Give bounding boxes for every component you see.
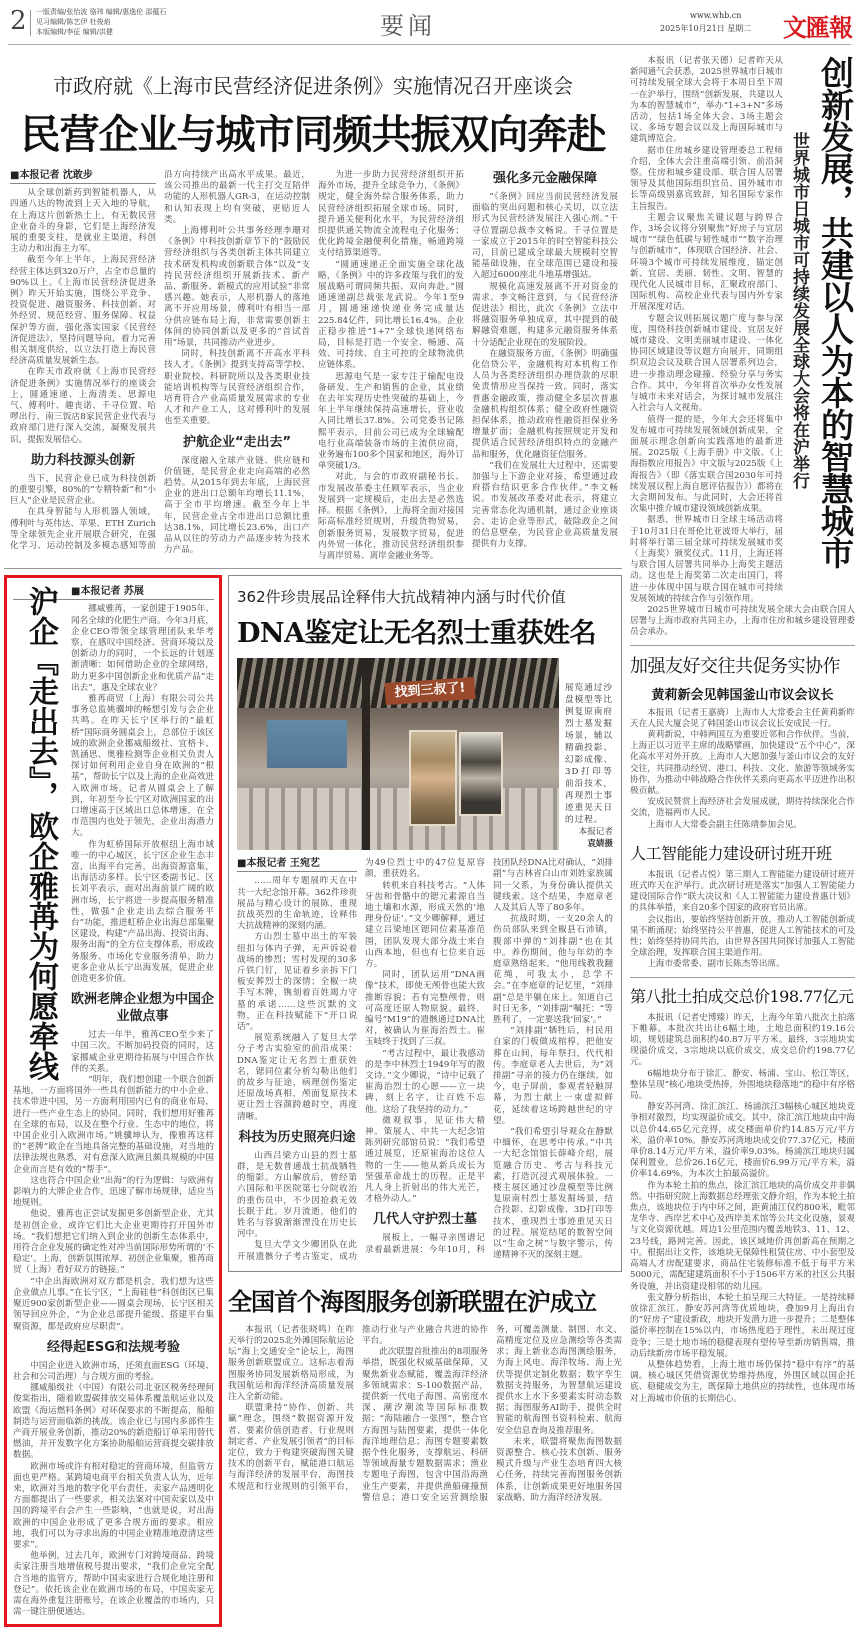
paragraph: 黄莉新说，中韩两国互为重要近邻和合作伙伴。当前，上海正以习近平主席的战略擘画，加快建设“五个中心”，深化高水平对外开放。上海市人大愿加强与釜山市议会的友好交往，共同推动经贸、港口、科技、文化、旅游等领域务实协作，为推动中韩战略合作伙伴关系向更高水平迈进作出积极贡献。	[630, 729, 855, 796]
paragraph: 本报讯（记者张晓鸣）在昨天举行的2025北外滩国际航运论坛“海上交通安全”论坛上，海图服务创新联盟成立。这标志着海图服务协同发展新格局形成，为我国航运和海洋经济高质量发展注入全新动能。	[228, 1324, 354, 1403]
chart-article-headline: 全国首个海图服务创新联盟在沪成立	[228, 1286, 596, 1316]
soldier-portrait	[409, 730, 457, 826]
middle-column	[228, 575, 622, 1504]
paragraph: 作为本轮土拍的焦点，徐汇滨江地块的高价成交并非偶然。中指研究院上海数据总经理张文静介绍，作为本轮土拍焦点，该地块位于内中环之间，距黄浦江仅约800米，毗邻龙华寺、西岸艺术中心及西岸美术馆等公共文化设施，景观与文化资源优越。周边1公里范围内覆盖地铁3、11、12、23号线，路网完善。因此，该区域地价再创新高在预期之中。根据出让文件，该地块无保障性租赁住房、中小套型及高端人才房配建要求，商品住宅装修标准不低于每平方米5000元，需配建建筑面积不小于1506平方米的社区公共服务设施，并出资建设相邻的幼儿园。	[630, 1180, 855, 1292]
exhibit-article-headline: DNA鉴定让无名烈士重获姓名	[237, 618, 597, 650]
paragraph: “圆通速递正全面实施全球化战略，《条例》中的许多政策与我们的发展战略可谓同频共振、双向奔赴。”圆通速递副总裁张龙武说。今年1至9月，圆通速递快递业务完成量达225.84亿件，同比增长16.4%。企业正稳步推进“1+7”全球快递网络布局，目标是打造一个安全、畅通、高效、可持续、自主可控的全球物流供应链体系。	[318, 259, 464, 371]
land-article-body	[630, 1013, 855, 1405]
paragraph: 微观叙事，见证伟大精神。策展人、中共一大纪念馆陈列研究部馆员说：“我们希望通过展览，还原崔海治这位人物的一生——他从新兵成长为坚强革命战士的历程。正是平凡人身上折射出的伟大光芒，才格外动人。”	[365, 1115, 485, 1205]
paragraph: “考古过程中，最让我感动的是李中林烈士1949年写的散文诗。”文少卿说，“诗中记载了崔海治烈士的心愿——立一块碑，刻上名字，让百姓不忘他。这给了我坚持的动力。”	[365, 1048, 485, 1115]
busan-article-body	[630, 708, 855, 831]
paragraph: 未来，联盟将聚焦海图数据资源整合、核心技术创新、服务模式升级与产业生态培育四大核心任务，持续完善海图服务创新体系，让创新成果更好地服务国家战略、助力海洋经济发展。	[496, 1436, 622, 1503]
paragraph: 过去一年半，雅苒CEO至少来了中国三次。不断加码投资的同时，这家挪威企业更期待拓展与中国合作伙伴的关系。	[71, 1030, 214, 1074]
paragraph: 为进一步助力民营经济组织开拓海外市场，提升全球竞争力，《条例》规定，健全海外综合服务体系，助力民营经济组织拓展全球市场。同时，提升通关便利化水平，为民营经济组织提供通关物流全流程电子化服务；优化跨境金融便利化措施，畅通跨境支付结算渠道等。	[318, 170, 464, 259]
paragraph: 深度融入全球产业链、供应链和价值链，是民营企业走向高端的必然趋势。从2015年到去年底，上海民营企业的进出口总额年均增长11.1%，高于全市平均增速。截至今年上半年，民营企业占全市进出口总额比重达38.1%，同比增长23.6%，出口产品从以往的劳动力产品逐步转为技术力产品。	[164, 455, 310, 556]
lower-area	[4, 575, 622, 1627]
paragraph: 对此，与会的市政府副秘书长、市发展改革委主任顾军表示，当企业发展到一定规模后，走出去是必然选择。根据《条例》，上海将全面对接国际高标准经贸规则，升级货物贸易，创新服务贸易，发展数字贸易，促进内外贸一体化，推动民营经济组织参与离岸贸易、离岸金融业务等。	[318, 472, 464, 561]
page-header	[0, 0, 859, 46]
paragraph: 上海市委常委、副市长陈杰等出席。	[647, 959, 785, 970]
paragraph: “刘排副”牺牲后，村民用自家的门板做成棺椁，把他安葬在山间，每年祭扫，代代相传。李庭章老人去世后，为“刘排副”寻亲的接力仍在继续。如今，电子屏前，参观者轻触屏幕，为烈士献上一束虚拟鲜花，延续着这场跨越世纪的守望。	[493, 1026, 613, 1126]
issue-date: 2025年10月21日 星期二	[660, 24, 752, 33]
site-url[interactable]: www.whb.cn	[690, 11, 742, 20]
section-heading: 经得起ESG和法规考验	[47, 1339, 180, 1355]
city-article-headings	[789, 56, 855, 596]
paragraph: 本报讯（记者王嘉旖）上海市人大常委会主任黄莉新昨天在人民大厦会见了韩国釜山市议会议长安成民一行。	[630, 707, 855, 729]
exhibit-article-frame	[228, 575, 622, 1272]
page-number: 2	[10, 6, 27, 36]
byline: ■本报记者 王宛艺	[237, 858, 357, 872]
paragraph: 本报讯（记者史博臻）昨天，上海今年第八批次土拍落下帷幕。本批次共出让6幅土地，土地总面积约19.16公顷，规划建筑总面积约40.87万平方米。最终，3宗地块实现溢价成交，3宗地块以底价成交，成交总价约198.77亿元。	[630, 1012, 855, 1068]
paragraph: 山西吕梁方山县的烈士墓群，是无数普通战士抗战牺牲的缩影。方山解放后，曾经第六国际和平医院第七分院收治的重伤员中，不少因抢救无效长眠于此。岁月流逝，他们的姓名与容貌渐渐湮没在历史长河中。	[237, 1150, 357, 1240]
section-heading: 科技为历史照亮归途	[238, 1129, 356, 1145]
paragraph: 转机来自科技考古。“人体牙齿和骨骼中的锶元素源自当地土壤和水源，形成天然的‘地理身份证’。”文少卿解释，通过建立吕梁地区锶同位素基准范围，团队发现大部分战士来自山西本地，但也有七位来自远方。	[365, 880, 485, 969]
section-heading: 欧洲老牌企业想为中国企业做点事	[71, 992, 215, 1025]
paragraph: 思源电气是一家专注于输配电设备研发、生产和销售的企业，其业绩在去年实现历史性突破的基础上，今年上半年继续保持高速增长，营业收入同比增长37.8%。公司党委书记陈熙平表示，目前公司已成为全球输配电行业高端装备市场的主流供应商，业务遍布100多个国家和地区，海外订单突破1/3。	[318, 371, 464, 472]
ai-article-body	[630, 870, 855, 971]
paragraph: 复旦大学文少卿团队在此开展遗骸分子考古鉴定，成功为49位烈士中的47位复原容颜，重获姓名。	[237, 858, 485, 1262]
caption-text: 展览通过沙盘模型等比例复原南府烈士墓发掘场景，辅以精确投影、幻影成像、3D打印等前沿技术，再现烈士事迹重见天日的过程。	[565, 683, 613, 826]
paragraph: 展览系统融入了复旦大学分子考古实验室的前沿成果：DNA鉴定让无名烈士重获姓名，锶同位素分析勾勒出他们的故乡与征途，病理创伤鉴定还原战场真相，颅面复原技术更让烈士容颜跨越时空，再度清晰。	[237, 1033, 357, 1122]
paragraph: 挪威雅苒，一家创建于1905年、闻名全球的化肥生产商。今年3月底，企业CEO带领全球管理团队来华考察，在感叹中国经济、营商环境以及创新动力的同时，一个长远的计划逐渐清晰：如何借助企业的全球网络，助力更多中国创新企业和优质产品“走出去”，惠及全球农业？	[71, 604, 214, 693]
exhibit-article-body	[237, 858, 613, 1263]
paragraph: 会议指出，要始终坚持创新开放，推动人工智能创新成果不断涌现；始终坚持公平普惠，促进人工智能技术的可及性；始终坚持协同共治，由世界各国共同探讨加强人工智能全球治理，发挥联合国主渠道作用。	[630, 914, 855, 959]
section-heading: 助力科技源头创新	[30, 452, 135, 468]
section-heading: 护航企业“走出去”	[182, 434, 292, 450]
paragraph: 从全球创新药到智能机器人，从四通八达的物流到上天入地的导航，在上海这片创新热土上，有无数民营企业奋斗的身影，它们是上海经济发展的重要支柱，是就业主渠道，科创主动力和出海主力军。	[10, 188, 156, 255]
newspaper-logo: 文匯報	[783, 13, 852, 42]
paragraph: 据悉，世界城市日全球主场活动将于10月31日在哥伦比亚波哥大举行，届时将举行第三届全球可持续发展城市奖（上海奖）颁奖仪式。11月，上海还将与联合国人居署共同举办上海奖主题活动。这也是上海奖第二次走出国门，将进一步体现中国与联合国在城市可持续发展领域的持续合作与引领作用。	[630, 515, 783, 604]
exhibit-sign: 找到三叔了!	[384, 677, 475, 705]
paragraph: “明年，我们想创建一个联合创新基地，一方面将国外一些具有创新能力的中小企业、技术带进中国，另一方面利用国内已有的商业布局，进行一些产业生态上的协同。同时，我们想用好雅苒在全球的布局，以及在整个行业、生态中的地位，将中国企业引入欧洲市场。”姚骥坤认为，像雅苒这样的“老牌”欧企在当地具备完整的基础设施，对当地的法律法规也熟悉，对有意深入欧洲且颇具规模的中国企业而言是有效的“帮手”。	[13, 1075, 214, 1175]
city-article	[630, 56, 855, 639]
divider	[30, 10, 31, 36]
left-area	[4, 46, 622, 1627]
section-heading: 强化多元金融保障	[492, 171, 597, 186]
city-article-subtitle: 世界城市日城市可持续发展全球大会将在沪举行	[789, 132, 809, 489]
paragraph: “我们在发展壮大过程中，还需要加强与上下游企业对接，希望通过政府搭台结识更多合作伙伴。”李文畅说。市发展改革委对此表示，将建立完善常态化沟通机制，通过企业座谈会、走访企业等形式，破除政企之间的信息壁垒，为民营企业高质量发展提供有力支撑。	[472, 460, 618, 550]
paragraph: 规模化高速发展离不开对资金的需求。李文畅注意到，与《民营经济促进法》相比，此次《条例》立法中将融资服务单独成章，其中提到的破解融资难题，构建多元融资服务体系十分适配企业现在的发展阶段。	[472, 281, 618, 348]
paragraph: 上海傅利叶公共事务经理李珊对《条例》中科技创新章节下的“鼓励民营经济组织与各类创新主体共同建立技术研发机构或创新联合体”以及“支持民营经济组织开展新技术、新产品、新服务、新模式的应用试验”非常感兴趣。她表示，人形机器人的落地离不开应用场景，傅利叶有相当一部分供应链布局上海，非常需要创新主体间的协同创新以及更多的“首试首用”场景，共同推动产业进步。	[164, 226, 310, 349]
ai-article-headline: 人工智能能力建设研讨班开班	[630, 843, 832, 863]
paragraph: 张文静分析指出，本轮土拍呈现三大特征。一是持续释放徐汇滨江、静安苏河湾等优质地块，叠加9月上海出台的“好房子”建设新政，地块开发潜力进一步提升；二是整体溢价率控制在15%以内，市场热度趋于理性，未出现过度竞争；三是土地市场的稳健表现有望传导至新房销售端，推动后续新房市场平稳发展。	[630, 1292, 855, 1359]
editor-line: 本版编辑/李征 编辑/洪健	[36, 28, 113, 36]
paragraph: 抗战时期，一支20余人的伤员部队来到全椒县石沛镇，腹部中弹的“刘排副”也在其中。养伤期间，他与年幼的李庭章熟络起来。“他用线教我翻花绳，可我太小，总学不会。”在李庭章的记忆里，“刘排副”总是半躺在床上。知道自己时日无多，“刘排副”嘱托：“等胜利了，一定要送我‘回家’。”	[493, 914, 613, 1025]
divider	[630, 977, 855, 978]
paragraph: 展板上，一幅寻亲图谱记录着最新进展：今年10月，科技团队经DNA比对确认，“刘排副”与吉林省白山市刘姓家族属同一父系，为身份确认提供关键线索。这个结果，李庭章老人及其后人等了80多年。	[365, 858, 613, 1255]
paragraph: 2025世界城市日城市可持续发展全球大会由联合国人居署与上海市政府共同主办，上海市住房和城乡建设管理委员会承办。	[630, 604, 855, 638]
paragraph: 他说，雅苒也正尝试发掘更多创新型企业，尤其是初创企业，或许它们比大企业更期待打开国外市场。“我们想把它们纳入到企业的创新生态体系中，用符合企业发展的确定性对冲当前国际形势所谓的‘不稳定’。上海，创新氛围浓厚、初创企业集聚，雅苒商贸（上海）看好双方的链接。”	[13, 1209, 214, 1276]
paragraph: 方山烈士墓中出土的军装纽扣与体内子弹，无声诉说着战场的惨烈；雪村发现的30多斤铁门钉，见证着乡亲拆下门板安葬烈士的深情；全椒一块手写木牌，镌刻着百姓竭力守墓的承诺……这些沉默的文物，正在科技赋能下“开口说话”。	[237, 932, 357, 1032]
paragraph: 安成民赞赏上海经济社会发展成就，期待持续深化合作交流，造福两市人民。	[630, 797, 855, 819]
header-divider	[8, 44, 851, 45]
exhibit-article-subhead: 362件珍贵展品诠释伟大抗战精神内涵与时代价值	[237, 588, 566, 607]
paragraph: 挪威船级社（中国）有限公司北亚区税务经理何俊棠指出，随着欧盟碳排放交易体系覆盖航运业以及欧盟《海运燃料条例》对环保要求的不断提高，船舶制造与运营面临新的挑战。该企业已与国内多部件生产商开展业务创新，推动20%的新造船订单采用替代燃油，并开发数字化方案协助船舶运营商提交碳排放数据。	[13, 1383, 214, 1461]
pillar	[362, 658, 370, 850]
right-column	[630, 46, 855, 1405]
busan-article-headline: 加强友好交往共促务实协作	[630, 655, 840, 677]
paragraph: 在具身智能与人形机器人领域，傅利叶与英伟达、苹果、ETH Zurich等全球领先企业开展联合研究，在强化学习、运动控制及多模态感知等前沿方向持续产出高水平成果。最近，该公司推出的最新一代主打交互陪伴功能的人形机器人GR-3，在运动控制和认知表现上均有突破，更贴近人类。	[10, 170, 310, 552]
featured-article-frame	[4, 575, 222, 1627]
paragraph: 当下，民营企业已成为科技创新的重要引擎，80%的“专精特新”和“小巨人”企业是民营企业。	[10, 473, 156, 507]
paragraph: 专题会议则拓展议题广度与参与深度，围绕科技创新城市建设、宜居友好城市建设、文明美丽城市建设、一体化协同区域建设等议题方向展开，同期组织双边会议及联合国人居署系列边会，进一步推动理念碰撞、经验分享与务实合作。其中，今年将首次举办女性发展与城市未来对话会，为探讨城市发展注入社会与人文视角。	[630, 313, 783, 414]
section-heading: 几代人守护烈士墓	[372, 1212, 477, 1228]
paragraph: 本报讯（记者占悦）第三期人工智能能力建设研讨班开班式昨天在沪举行。此次研讨班是落实“加强人工智能能力建设国际合作”联大决议和《人工智能能力建设普惠计划》的具体举措，来自20多个国家的政府官员出席。	[630, 869, 855, 914]
paragraph: 主题会议聚焦关键议题与跨界合作，3场会议将分别聚焦“好房子与宜居城市”“绿色低碳与韧性城市”“数字治理与创新城市”，体现联合国经济、社会、环境3个城市可持续发展维度，锚定创新、宜居、美丽、韧性、文明、智慧的现代化人民城市目标，汇聚政府部门、国际机构、高校企业代表与国内外专家开展深度对话。	[630, 212, 783, 313]
paragraph: 此次联盟首批推出的8项服务举措，既强化权威基础保障，又聚焦新业态赋能，覆盖海洋经济多领域需求：S-100数据产品，提供新一代电子海图、高密度水深、潮汐潮流等国际标准数据；“海陆融合一张图”，整合官方海图与陆图要素，提供一体化海洋地理信息；海图专题要素数据个性化服务，支撑航运、科研等领域海量专题数据需求；渔业专题电子海图，包含中国沿海渔业生产要素，并提供渔船碰撞预警信息；港口安全运营测绘服务，可覆盖测量、制图、水文、高精度定位及应急测绘等各类需求；海上新业态海图测绘服务，为海上风电、海洋牧场、海上光伏等提供定制化数据；数字孪生数据支持服务，为智慧航运建设提供水上水下多要素实时动态数据；海图服务AI助手，提供全时智能的航海图书资料检索、航海安全信息查询及推荐服务。	[362, 1324, 622, 1503]
editor-line: 见习编辑/陈艺伊 杜俊焰	[36, 18, 111, 26]
paragraph: “《条例》回应当前民营经济发展面临的突出问题和核心关切，以立法形式为民营经济发展注入强心剂。”千寻位置副总裁李文畅说。千寻位置是一家成立于2015年的时空智能科技公司，目前已建成全球最大规模时空智能基础设施，在全球范围已建设和接入超过6000座北斗地基增强站。	[472, 192, 618, 281]
paragraph: 他举例，过去几年，欧洲专门对跨境商品、跨境卖家注册当地增值税号提出要求，“我们企业完全配合当地的监管方，帮助中国卖家进行合规化地注册和登记”。依托该企业在欧洲市场的布局，中国卖家无需在海外重复注册账号，在该企业覆盖的市场内，只需一键注册便通达。	[13, 1551, 214, 1618]
paragraph: 同时，团队运用“DNA画像”技术，即使无颅骨也能大致推断容貌；若有完整颅骨，则可高度还原人物原貌。最终，编号“M19”的遗骸通过DNA比对，被确认为崔海治烈士。崔玉岐终于找到了三叔。	[365, 970, 485, 1048]
paragraph: “中企出海欧洲对双方都是机会，我们想为这些企业做点儿事。”在长宁区，“上海硅巷”科创街区已集聚近900家创新型企业——圆桌会现场，长宁区相关领导回应外企，“为企业总部提升能级、搭建平台集聚资源，都是政府应尽职责”。	[13, 1276, 214, 1332]
caption-credit: 本报记者	[578, 827, 613, 838]
byline: ■本报记者 苏展	[13, 586, 214, 600]
top-article-subhead: 市政府就《上海市民营经济促进条例》实施情况召开座谈会	[53, 74, 573, 98]
divider	[630, 645, 855, 646]
paragraph: 截至今年上半年，上海民营经济经营主体达到320万户，占全市总量的90%以上。《上海市民营经济促进条例》昨天开始实施，围绕公平竞争、投资促进、融资服务、科技创新、对外经贸、规范经营、服务保障、权益保护等方面，强化落实国家《民营经济促进法》，坚持问题导向，着力完善相关制度供给，以立法打造上海民营经济高质量发展新生态。	[10, 255, 156, 367]
relative-portrait	[459, 732, 503, 816]
caption-photographer: 袁婧摄	[587, 839, 613, 850]
paragraph: 同时，科技创新离不开高水平科技人才。《条例》提到支持高等学校、职业院校、科研院所以及各类职业技能培训机构等与民营经济组织合作，培育符合产业高质量发展需求的专业人才和产业工人，这对傅利叶的发展也至关重要。	[164, 349, 310, 427]
paragraph: “我们希望引导观众在静默中缅怀，在思考中传承。”中共一大纪念馆馆长薛峰介绍，展览融合历史、考古与科技元素，打造沉浸式观展体验。一楼主展区通过沙盘模型等比例复原南村烈士墓发掘场景，结合投影、幻影成像、3D打印等技术，重现烈士事迹重见天日的过程。展览结尾的数智空间以“生命之树”与数字警示，传递精神不灭的深刻主题。	[493, 1126, 613, 1261]
paragraph: 从整体趋势看，上海土地市场仍保持“稳中有序”的基调。核心城区凭借资源优势维持热度，外围区域以国企托底、稳健成交为主，既保障土地供应的持续性，也体现市场对上海城市价值的长期信心。	[630, 1359, 855, 1404]
byline: ■本报记者 沈敢步	[10, 170, 156, 184]
sandbox-floor	[237, 788, 559, 850]
paragraph: 中国企业进入欧洲市场，还须直面ESG（环境、社会和公司治理）与合规方面的考验。	[13, 1360, 214, 1382]
divider	[4, 568, 622, 569]
paragraph: 静安苏河湾、徐汇滨江、杨浦滨江3幅核心城区地块竞争相对激烈，均实现溢价成交。其中，徐汇滨江地块由中海以总价44.65亿元竞得，成交楼面单价约14.85万元/平方米，溢价率10%。静安苏河湾地块成交价77.37亿元，楼面单价8.14万元/平方米，溢价率9.03%。杨浦滨江地块归属保利置业，总价26.16亿元，楼面价6.99万元/平方米，溢价率14.69%，为本次土拍最高溢价。	[630, 1102, 855, 1180]
top-article-headline: 民营企业与城市同频共振双向奔赴	[20, 111, 606, 158]
chart-article-body	[228, 1325, 622, 1504]
paragraph: 值得一提的是，今年大会还将集中发布城市可持续发展领域创新成果，全面展示理念创新向实践落地的最新进展。2025版《上海手册》中文版、《上海指数应用报告》中文版与2025版《上海报告》（即《落实联合国2030年可持续发展议程上海自愿评估报告》）都将在大会期间发布。与此同时，大会还将首次集中推介城市建设领域创新成果。	[630, 414, 783, 515]
paragraph: 这也符合中国企业“出海”的行为逻辑：与欧洲有影响力的大牌企业合作，迅速了解市场规律，适应当地规则。	[13, 1175, 214, 1209]
page-body	[0, 46, 859, 1635]
paragraph: 本报讯（记者张天德）记者昨天从新闻通气会获悉，2025世界城市日城市可持续发展全球大会将于本周日至下周一在沪举行，围绕“创新发展，共建以人为本的智慧城市”，举办“1+3+N”多场活动，包括1场全体大会、3场主题会议、多场专题会议以及上海国际城市与建筑博览会。	[630, 56, 783, 145]
land-article-headline: 第八批土拍成交总价198.77亿元	[630, 986, 854, 1006]
paragraph: 作为虹桥国际开放枢纽上海市域唯一的中心城区，长宁区企业生态丰富，出海平台完善，出海资源富集，出海活动多样。长宁区委副书记、区长刘平表示，面对出海前景广阔的欧洲市场，长宁将进一步提高服务精准性，做强“企业走出去综合服务平台”功能，推进虹桥企业出海总部集聚区建设，构建“产品出海、投资出海、服务出海”的全方位支撑体系，形成政务服务、市场化专业服务清单，助力更多企业从长宁出海发展，促进企业创造更多价值。	[71, 839, 214, 985]
paragraph: 在融资服务方面，《条例》明确强化信贷公平，金融机构对本机构工作人员为各类经济组织办理贷款的尽职免责情形应当保持一致。同时，落实普惠金融政策，推动健全多层次普惠金融机构组织体系；健全政府性融资担保体系，推动政府性融资担保业务增量扩面；金融机构按照规定开发和提供适合民营经济组织特点的金融产品和服务，优化融资征信服务。	[472, 348, 618, 460]
photo-caption	[565, 682, 613, 850]
paragraph: 在昨天市政府就《上海市民营经济促进条例》实施情况举行的座谈会上，圆通速递、上海清美、思源电气、傅利叶、趣丧诺、千寻位置、哈啰出行、南三饭店8家民营企业代表与政府部门进行深入交流，凝聚发展共识，提振发展信心。	[10, 367, 156, 445]
photo-row	[237, 658, 613, 850]
paragraph: 上海市人大常委会副主任陈靖参加会见。	[647, 819, 802, 830]
featured-article-headline: 沪企『走出去』，欧企雅苒为何愿牵线	[23, 586, 58, 1082]
paragraph: 据市住房城乡建设管理委总工程师介绍，全体大会注重高端引领、前沿洞察。住房和城乡建设部、联合国人居署领导及其他国际组织官员、国外城市市长等高级别嘉宾致辞，知名国际专家作主旨报告。	[630, 145, 783, 212]
section-title: 要闻	[380, 12, 436, 40]
paragraph: 6幅地块分布于徐汇、静安、杨浦、宝山、松江等区，整体呈现“核心地块受热捧，外围地块稳落地”的稳中有序格局。	[630, 1068, 855, 1102]
city-article-headline: 创新发展，共建以人为本的智慧城市	[816, 56, 855, 568]
top-article-body	[10, 170, 618, 562]
paragraph: 联盟秉持“协作、创新、共赢”理念，围绕“数据资源开发者、要素价值创造者、行业规则制定者、产业发展引领者”的目标定位，致力于构建突破海图关键技术的创新平台，赋能港口航运与海洋经济的发展平台，海图技术规范和行业规则的引领平台，推动行业与产业融合共进的协作平台。	[228, 1324, 488, 1492]
editor-line: 一版责编/张怡波 骆玮 编辑/惠逸伦 邵蕴石	[36, 8, 167, 16]
exhibition-photo	[237, 658, 559, 850]
busan-article-subhead: 黄莉新会见韩国釜山市议会议长	[651, 687, 834, 703]
paragraph: 欧洲市场或许有相对稳定的营商环境，但监管方面也更严格。某跨境电商平台相关负责人认为，近年来，欧洲对当地的数字化平台责任、卖家产品透明化方面都提出了一些要求，相关法案对中国卖家以及中国的跨境平台会产生一些影响，“也就是说，对出海欧洲的中国企业形成了更多合规方面的要求。相应地，我们可以为寻求出海的中国企业精准地澄清这些要求”。	[13, 1461, 214, 1550]
paragraph: 雅苒商贸（上海）有限公司公共事务总监姚骥坤的畅想引发与会企业共鸣。在昨天长宁区举行的“最虹桥”国际商务圆桌会上，总部位于该区域的欧洲企业挪威船级社、宜格卡、凯涵思、奥雅检测等企业相关负责人探讨如何利用企业自身在欧洲的“根基”，帮助长宁以及上海的企业高效进入欧洲市场。记者从圆桌会上了解到，年初至今长宁区对欧洲国家的出口增速高于区域出口总体增速，在全市范围内也处于领先，企业出海潜力大。	[71, 693, 214, 839]
editor-credits	[36, 7, 166, 37]
display-screen	[267, 720, 347, 768]
paragraph: ……周年专题展昨天在中共一大纪念馆开幕。362件珍贵展品与精心设计的展陈，重现抗战英烈的生命轨迹，诠释伟大抗战精神的深刻内涵。	[237, 876, 357, 932]
